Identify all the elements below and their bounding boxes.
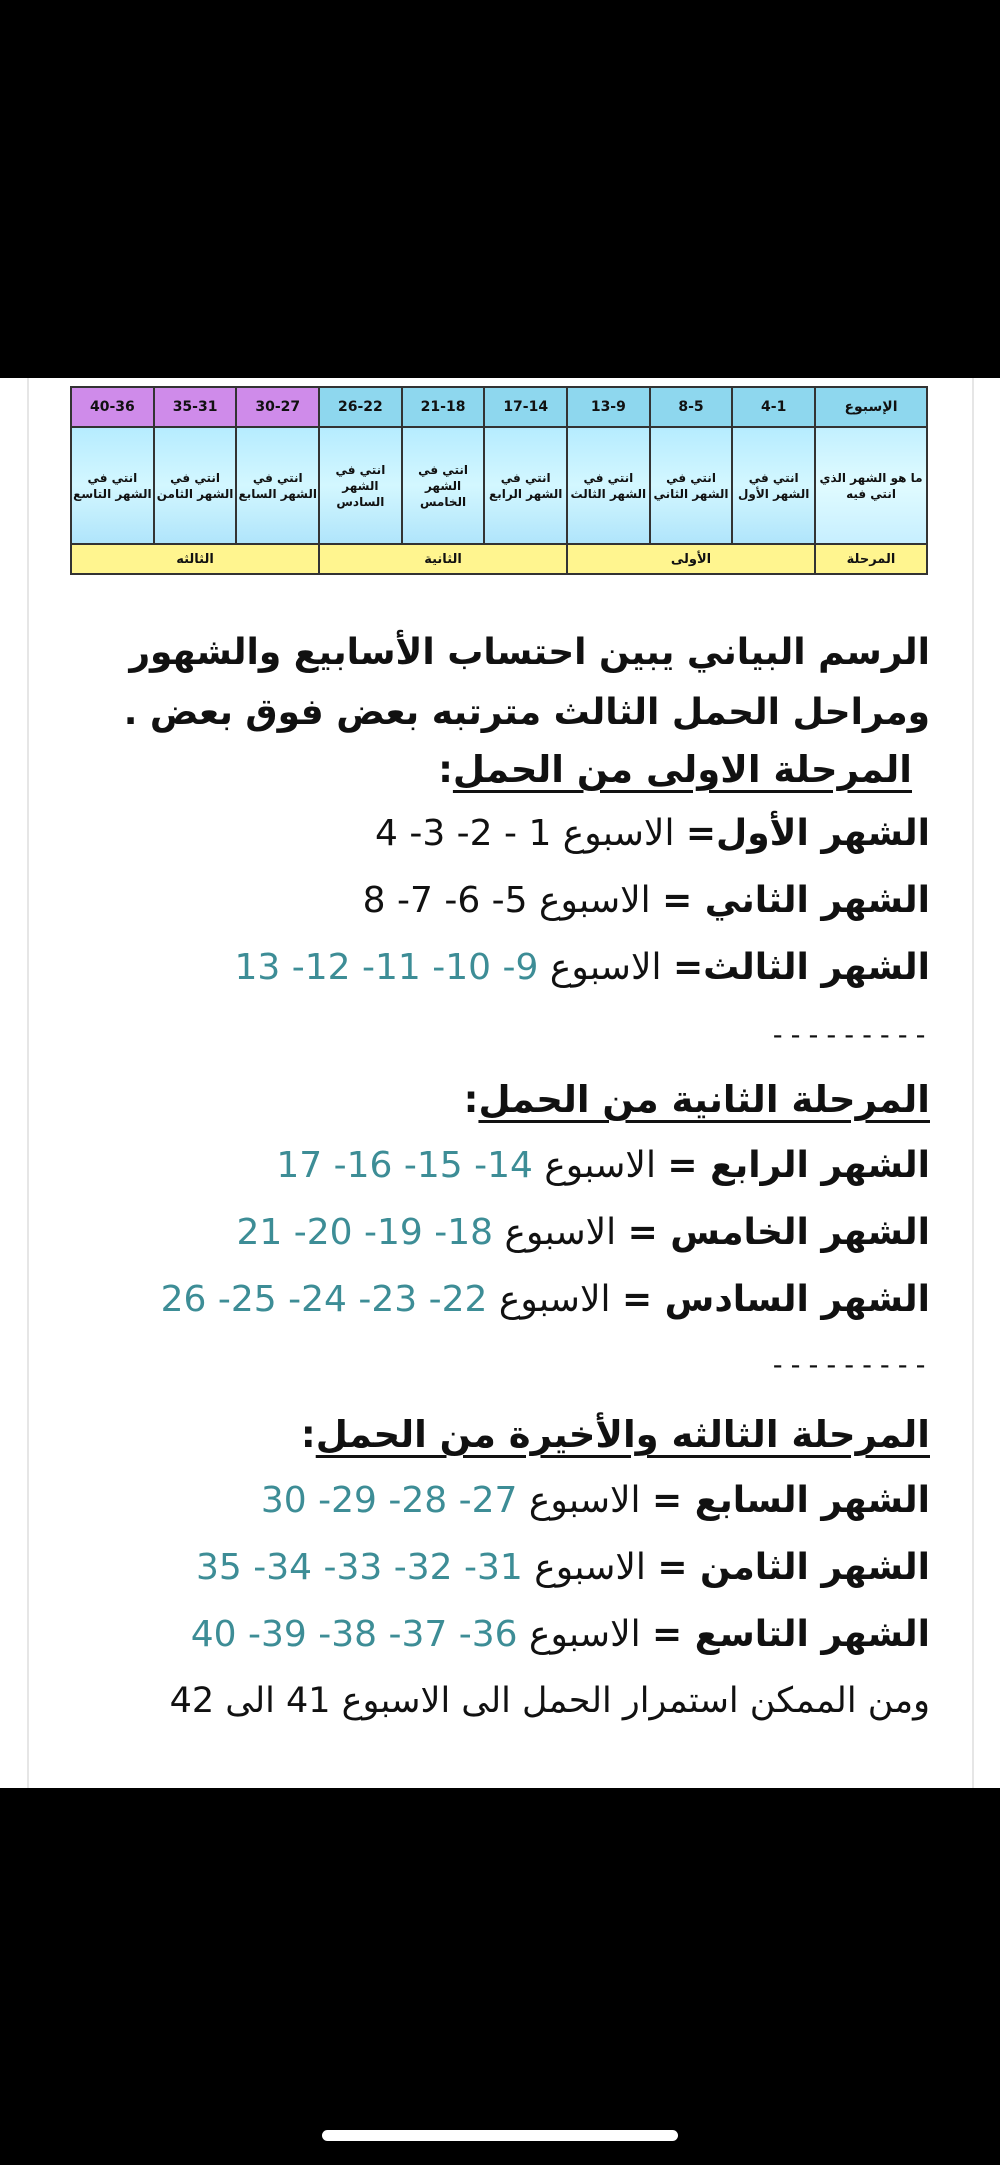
stage-cell: الثانية xyxy=(319,544,567,574)
month-line xyxy=(363,880,930,921)
section-heading xyxy=(464,1078,930,1121)
stage-cell: الثالثه xyxy=(71,544,319,574)
month-line xyxy=(235,947,930,988)
month-line xyxy=(196,1547,930,1588)
section-heading-text: المرحلة الثالثه والأخيرة من الحمل xyxy=(315,1413,930,1456)
week-label: الاسبوع xyxy=(517,1480,652,1521)
month-cell: انتي في الشهر التاسع xyxy=(71,427,154,544)
section-heading-colon: : xyxy=(438,748,453,791)
month-cell: انتي في الشهر الثاني xyxy=(650,427,733,544)
months-row xyxy=(71,427,927,544)
week-numbers: 14- 15- 16- 17 xyxy=(276,1145,533,1186)
month-line xyxy=(191,1614,930,1655)
stage-cell: الأولى xyxy=(567,544,815,574)
intro-line-2: ومراحل الحمل الثالث مترتبه بعض فوق بعض . xyxy=(123,692,930,733)
week-cell: 17-14 xyxy=(484,387,567,427)
week-cell: 21-18 xyxy=(402,387,485,427)
week-numbers: 1 - 2- 3- 4 xyxy=(374,813,552,854)
month-cell: انتي في الشهر السادس xyxy=(319,427,402,544)
section-heading-text: المرحلة الاولى من الحمل xyxy=(452,748,912,791)
month-cell: انتي في الشهر الرابع xyxy=(484,427,567,544)
stage-header-cell: المرحلة xyxy=(815,544,927,574)
week-label: الاسبوع xyxy=(487,1279,622,1320)
month-line xyxy=(276,1145,930,1186)
week-label: الاسبوع xyxy=(538,947,673,988)
week-header-cell: الإسبوع xyxy=(815,387,927,427)
week-label: الاسبوع xyxy=(517,1614,653,1655)
month-name: الشهر الثامن = xyxy=(657,1547,930,1588)
month-cell: انتي في الشهر الأول xyxy=(732,427,815,544)
month-name: الشهر السابع = xyxy=(652,1480,930,1521)
section-heading xyxy=(301,1413,930,1456)
week-cell: 8-5 xyxy=(650,387,733,427)
month-line xyxy=(261,1480,930,1521)
month-name: الشهر الأول= xyxy=(685,813,930,854)
week-label: الاسبوع xyxy=(522,1547,658,1588)
month-header-cell: ما هو الشهر الذي انتي فيه xyxy=(815,427,927,544)
month-name: الشهر الرابع = xyxy=(667,1145,930,1186)
week-cell: 35-31 xyxy=(154,387,237,427)
pregnancy-weeks-table xyxy=(70,386,928,575)
month-name: الشهر الخامس = xyxy=(627,1212,930,1253)
stages-row xyxy=(71,544,927,574)
week-numbers: 36- 37- 38- 39- 40 xyxy=(190,1614,518,1655)
page-edge-left xyxy=(27,378,29,1788)
week-cell: 13-9 xyxy=(567,387,650,427)
extension-note: ومن الممكن استمرار الحمل الى الاسبوع 41 الى 42 xyxy=(169,1681,930,1721)
home-indicator[interactable] xyxy=(322,2130,678,2141)
week-label: الاسبوع xyxy=(532,1145,668,1186)
month-cell: انتي في الشهر السابع xyxy=(236,427,319,544)
week-numbers: 5- 6- 7- 8 xyxy=(362,880,528,921)
week-numbers: 18- 19- 20- 21 xyxy=(236,1212,494,1253)
month-line xyxy=(237,1212,930,1253)
section-heading-colon: : xyxy=(300,1413,316,1456)
week-cell: 4-1 xyxy=(732,387,815,427)
week-cell: 40-36 xyxy=(71,387,154,427)
week-numbers: 27- 28- 29- 30 xyxy=(260,1480,518,1521)
document-page xyxy=(0,378,1000,1788)
week-numbers: 31- 32- 33- 34- 35 xyxy=(196,1547,523,1588)
intro-line-1: الرسم البياني يبين احتساب الأسابيع والشهور xyxy=(129,632,930,673)
month-name: الشهر الثالث= xyxy=(672,947,930,988)
section-heading-text: المرحلة الثانية من الحمل xyxy=(478,1078,930,1121)
month-cell: انتي في الشهر الثامن xyxy=(154,427,237,544)
separator: --------- xyxy=(769,1348,930,1381)
month-line xyxy=(161,1279,930,1320)
week-numbers: 22- 23- 24- 25- 26 xyxy=(160,1279,488,1320)
week-cell: 30-27 xyxy=(236,387,319,427)
week-label: الاسبوع xyxy=(493,1212,628,1253)
month-name: الشهر السادس = xyxy=(621,1279,930,1320)
month-cell: انتي في الشهر الثالث xyxy=(567,427,650,544)
week-label: الاسبوع xyxy=(551,813,686,854)
week-cell: 26-22 xyxy=(319,387,402,427)
month-name: الشهر الثاني = xyxy=(662,880,930,921)
month-cell: انتي في الشهر الخامس xyxy=(402,427,485,544)
section-heading-colon: : xyxy=(463,1078,479,1121)
separator: --------- xyxy=(769,1018,930,1051)
weeks-row xyxy=(71,387,927,427)
week-numbers: 9- 10- 11- 12- 13 xyxy=(234,947,539,988)
page-edge-right xyxy=(972,378,974,1788)
section-heading xyxy=(438,748,912,791)
month-name: الشهر التاسع = xyxy=(652,1614,930,1655)
month-line xyxy=(375,813,930,854)
week-label: الاسبوع xyxy=(527,880,663,921)
